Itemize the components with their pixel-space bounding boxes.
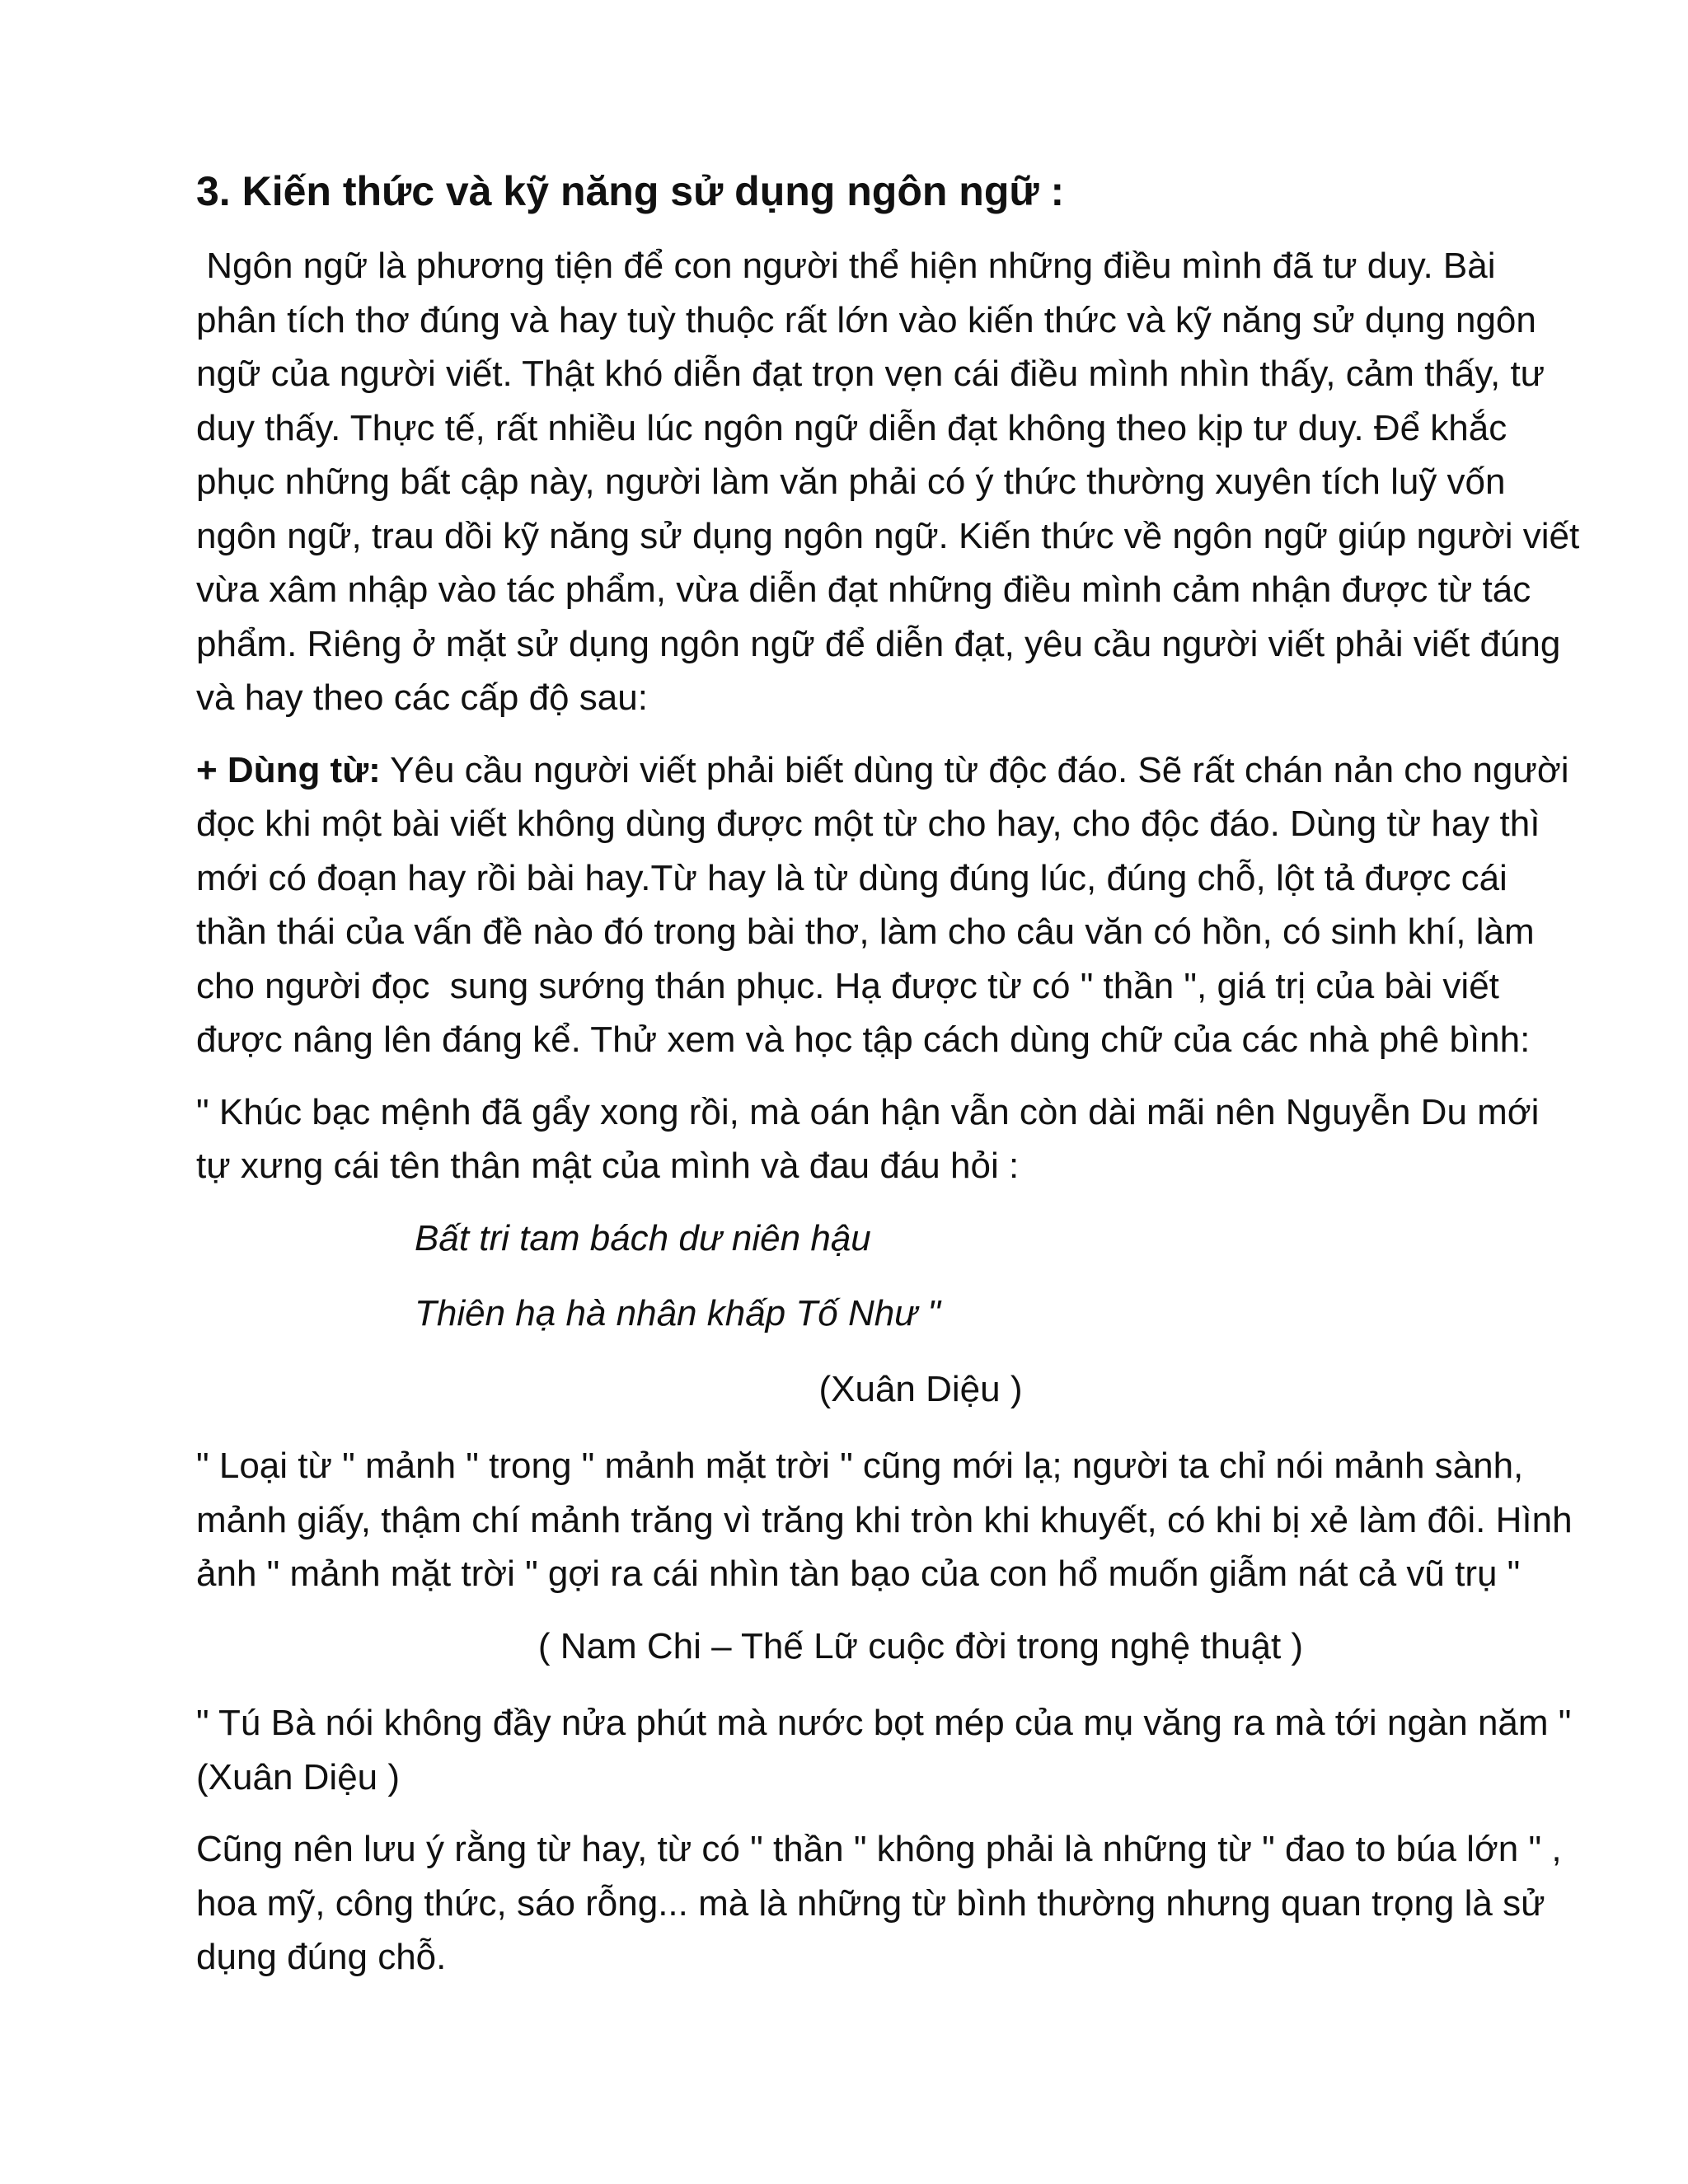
- dung-tu-text: Yêu cầu người viết phải biết dùng từ độc đáo. Sẽ rất chán nản cho người đọc khi một bài viết không dùng được một từ cho hay, cho độc đáo. Dùng từ hay thì mới có đoạn hay rồi bài hay.Từ hay là từ dùng đúng lúc, đúng chỗ, lột tả được cái thần thái của vấn đề nào đó trong bài thơ, làm cho câu văn có hồn, có sinh khí, làm cho người đọc sung sướng thán phục. Hạ được từ có " thần ", giá trị của bài viết được nâng lên đáng kể. Thử xem và học tập cách dùng chữ của các nhà phê bình:: [196, 749, 1579, 1060]
- document-page: [196, 165, 1622, 2003]
- section-heading: 3. Kiến thức và kỹ năng sử dụng ngôn ngữ :: [196, 168, 1065, 214]
- quote-paragraph-3: " Tú Bà nói không đầy nửa phút mà nước bọt mép của mụ văng ra mà tới ngàn năm " (Xuân Diệu ): [196, 1703, 1622, 1797]
- quote-paragraph-1: " Khúc bạc mệnh đã gẩy xong rồi, mà oán hận vẫn còn dài mãi nên Nguyễn Du mới tự xưng cái tên thân mật của mình và đau đáu hỏi :: [196, 1091, 1550, 1186]
- attribution-xuan-dieu: (Xuân Diệu ): [818, 1368, 1023, 1409]
- intro-paragraph: Ngôn ngữ là phương tiện để con người thể hiện những điều mình đã tư duy. Bài phân tích thơ đúng và hay tuỳ thuộc rất lớn vào kiến thức và kỹ năng sử dụng ngôn ngữ của người viết. Thật khó diễn đạt trọn vẹn cái điều mình nhìn thấy, cảm thấy, tư duy thấy. Thực tế, rất nhiều lúc ngôn ngữ diễn đạt không theo kịp tư duy. Để khắc phục những bất cập này, người làm văn phải có ý thức thường xuyên tích luỹ vốn ngôn ngữ, trau dồi kỹ năng sử dụng ngôn ngữ. Kiến thức về ngôn ngữ giúp người viết vừa xâm nhập vào tác phẩm, vừa diễn đạt những điều mình cảm nhận được từ tác phẩm. Riêng ở mặt sử dụng ngôn ngữ để diễn đạt, yêu cầu người viết phải viết đúng và hay theo các cấp độ sau:: [196, 246, 1590, 718]
- closing-paragraph: Cũng nên lưu ý rằng từ hay, từ có " thần " không phải là những từ " đao to búa lớn " , hoa mỹ, công thức, sáo rỗng... mà là những từ bình thường nhưng quan trọng là sử dụng đúng chỗ.: [196, 1829, 1572, 1977]
- dung-tu-paragraph: [196, 743, 1581, 1067]
- attribution-nam-chi: ( Nam Chi – Thế Lữ cuộc đời trong nghệ thuật ): [537, 1625, 1304, 1666]
- quote-paragraph-2: " Loại từ " mảnh " trong " mảnh mặt trời " cũng mới lạ; người ta chỉ nói mảnh sành, mảnh giấy, thậm chí mảnh trăng vì trăng khi tròn khi khuyết, có khi bị xẻ làm đôi. Hình ảnh " mảnh mặt trời " gợi ra cái nhìn tàn bạo của con hổ muốn giẫm nát cả vũ trụ ": [196, 1446, 1582, 1594]
- dung-tu-label: + Dùng từ:: [196, 749, 381, 790]
- verse-line-1: Bất tri tam bách dư niên hậu: [415, 1217, 871, 1258]
- verse-line-2: Thiên hạ hà nhân khấp Tố Như ": [415, 1293, 940, 1333]
